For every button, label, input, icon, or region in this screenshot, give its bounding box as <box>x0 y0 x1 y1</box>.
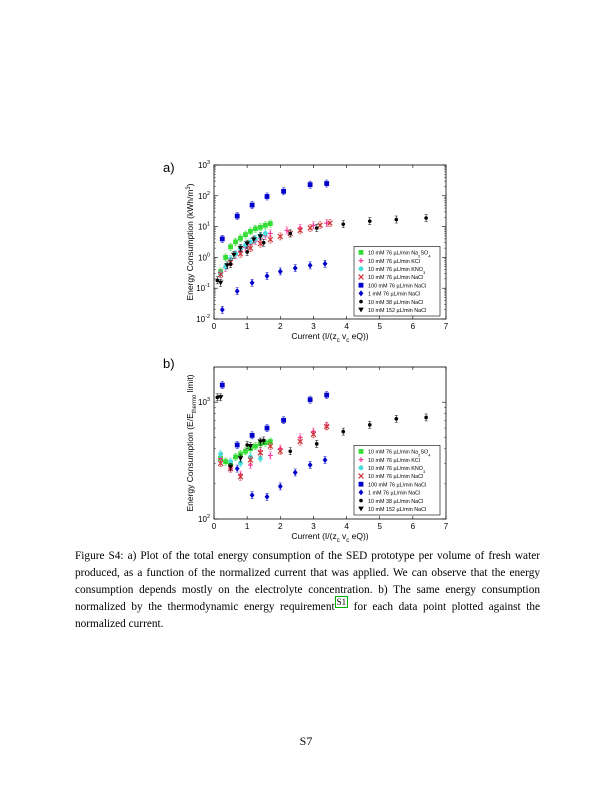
data-point <box>220 236 225 241</box>
legend-label: 10 mM 76 µL/min NaCl <box>368 474 424 481</box>
data-point <box>253 444 258 449</box>
legend-label: 100 mM 76 µL/min NaCl <box>368 283 427 290</box>
data-point <box>288 449 292 453</box>
legend-label: 10 mM 38 µL/min NaCl <box>368 299 424 306</box>
legend-label: 10 mM 76 µL/min KCl <box>368 457 420 464</box>
citation-link[interactable]: S1 <box>336 597 347 608</box>
legend-label: 1 mM 76 µL/min NaCl <box>368 291 421 298</box>
data-point <box>424 216 428 220</box>
data-point <box>250 433 255 438</box>
data-point <box>315 442 319 446</box>
data-point <box>394 218 398 222</box>
panel-a-label: a) <box>163 160 175 175</box>
y-tick-label: $10^{-1}$ <box>196 283 210 294</box>
y-tick-label: $10^0$ <box>198 252 210 263</box>
x-tick-label: 6 <box>410 522 416 531</box>
legend-label: 10 mM 76 µL/min $Na_2SO_4$ <box>368 250 431 259</box>
y-tick-label: $10^2$ <box>198 514 210 524</box>
data-point <box>218 452 223 457</box>
data-point <box>263 231 268 236</box>
data-point <box>262 241 266 245</box>
x-tick-label: 0 <box>211 322 217 331</box>
legend-marker <box>359 482 364 487</box>
data-point <box>341 430 345 434</box>
data-point <box>281 189 286 194</box>
y-tick-label: $10^3$ <box>198 397 210 408</box>
y-tick-label: $10^{-2}$ <box>196 314 210 324</box>
x-tick-label: 5 <box>377 322 382 331</box>
data-point <box>220 383 225 388</box>
legend-label: 10 mM 76 µL/min $KNO_3$ <box>368 267 426 275</box>
data-point <box>253 226 258 231</box>
data-point <box>368 423 372 427</box>
data-point <box>268 221 273 226</box>
legend-marker <box>359 283 364 288</box>
y-axis-label: Energy Consumption $(kWh/m^3)$ <box>185 183 195 301</box>
x-tick-label: 3 <box>311 322 316 331</box>
y-tick-label: $10^3$ <box>198 160 210 170</box>
x-tick-label: 2 <box>278 522 283 531</box>
x-tick-label: 5 <box>377 522 382 531</box>
data-point <box>238 236 243 241</box>
legend <box>354 246 440 316</box>
data-point <box>233 239 238 244</box>
legend-marker <box>359 250 364 255</box>
data-point <box>324 181 329 186</box>
legend-label: 1 mM 76 µL/min NaCl <box>368 490 421 497</box>
caption-text-end: for each data point plotted against the normalized current. <box>75 601 540 630</box>
data-point <box>315 226 319 230</box>
legend-marker <box>359 465 364 470</box>
data-point <box>341 222 345 226</box>
data-point <box>281 418 286 423</box>
x-tick-label: 2 <box>278 322 283 331</box>
data-point <box>248 229 253 234</box>
x-tick-label: 3 <box>311 522 316 531</box>
chart-b <box>185 367 449 544</box>
x-tick-label: 1 <box>244 522 250 531</box>
legend-label: 10 mM 76 µL/min KCl <box>368 258 420 265</box>
legend-label: 10 mM 152 µL/min NaCl <box>368 507 427 513</box>
y-axis-label: Energy Consumption ($E/E_{thermo}$ limit) <box>185 374 198 512</box>
x-tick-label: 7 <box>443 322 449 331</box>
data-point <box>288 232 292 236</box>
data-point <box>235 443 240 448</box>
data-point <box>223 459 228 464</box>
x-tick-label: 0 <box>211 522 217 531</box>
legend-marker <box>359 300 363 304</box>
data-point <box>265 194 270 199</box>
data-point <box>424 416 428 420</box>
legend <box>354 445 440 515</box>
data-point <box>308 397 313 402</box>
data-point <box>245 250 249 254</box>
data-point <box>223 255 228 260</box>
legend-label: 10 mM 76 µL/min $KNO_3$ <box>368 466 426 474</box>
legend-label: 10 mM 76 µL/min $Na_2SO_4$ <box>368 449 431 458</box>
data-point <box>233 455 238 460</box>
data-point <box>308 182 313 187</box>
data-point <box>258 456 263 461</box>
data-point <box>228 244 233 249</box>
x-tick-label: 1 <box>244 322 250 331</box>
x-tick-label: 4 <box>344 322 349 331</box>
panel-b-label: b) <box>163 356 175 371</box>
x-axis-label: Current ($I/(z_c$ $v_c$ eQ)) <box>291 331 369 344</box>
figure-caption <box>75 548 540 633</box>
y-tick-label: $10^2$ <box>198 190 210 201</box>
legend-marker <box>359 449 364 454</box>
chart-a <box>185 160 449 344</box>
data-point <box>324 393 329 398</box>
data-point <box>258 225 263 230</box>
x-tick-label: 4 <box>344 522 349 531</box>
data-point <box>235 214 240 219</box>
x-tick-label: 7 <box>443 522 449 531</box>
data-point <box>263 223 268 228</box>
legend-label: 10 mM 38 µL/min NaCl <box>368 498 424 505</box>
data-point <box>243 232 248 237</box>
x-axis-label: Current ($I/(z_c$ $v_c$ eQ)) <box>291 531 369 544</box>
legend-marker <box>359 499 363 503</box>
legend-label: 10 mM 152 µL/min NaCl <box>368 308 427 314</box>
legend-label: 100 mM 76 µL/min NaCl <box>368 482 427 489</box>
data-point <box>368 219 372 223</box>
data-point <box>394 417 398 421</box>
data-point <box>265 426 270 431</box>
legend-label: 10 mM 76 µL/min NaCl <box>368 275 424 282</box>
y-tick-label: $10^1$ <box>198 221 210 232</box>
page-number: S7 <box>299 734 313 748</box>
caption-text: Figure S4: a) Plot of the total energy consumption of the SED prototype per volume of fresh water produced, as a function of the normalized current that was applied. We can observe that the energy consumption depends mostly on the electrolyte concentration. b) The same energy consumption normalized by the thermodynamic energy requirement <box>75 550 540 613</box>
legend-marker <box>359 266 364 271</box>
x-tick-label: 6 <box>410 322 416 331</box>
data-point <box>250 203 255 208</box>
data-point <box>243 449 248 454</box>
